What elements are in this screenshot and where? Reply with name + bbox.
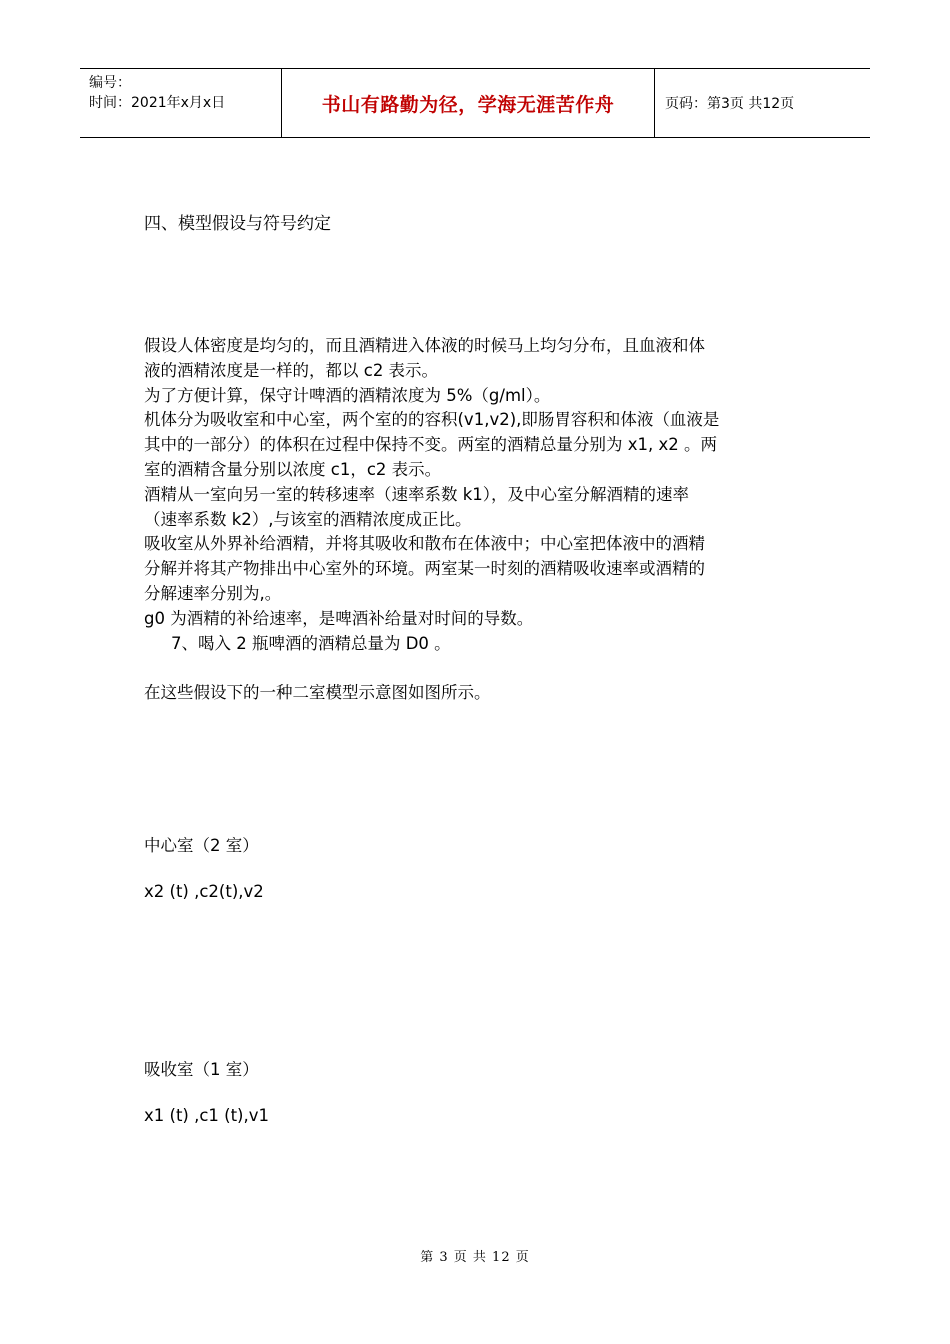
assumptions-body	[144, 334, 809, 706]
body-line: 在这些假设下的一种二室模型示意图如图所示。	[144, 683, 491, 703]
doc-time-label: 时间：2021年x月x日	[89, 95, 226, 111]
body-line: 液的酒精浓度是一样的，都以 c2 表示。	[144, 360, 439, 380]
body-line: （速率系数 k2）,与该室的酒精浓度成正比。	[144, 509, 472, 529]
header-page-info: 页码：第3页 共12页	[665, 96, 795, 112]
body-line: 7、喝入 2 瓶啤酒的酒精总量为 D0 。	[171, 633, 451, 653]
body-line: 酒精从一室向另一室的转移速率（速率系数 k1），及中心室分解酒精的速率	[144, 484, 690, 504]
header-page-info-cell	[655, 69, 870, 137]
page-header	[80, 68, 870, 138]
body-line: 假设人体密度是均匀的，而且酒精进入体液的时候马上均匀分布，且血液和体	[144, 336, 705, 355]
header-motto: 书山有路勤为径，学海无涯苦作舟	[321, 93, 615, 116]
body-line: 室的酒精含量分别以浓度 c1，c2 表示。	[144, 459, 442, 479]
section-title: 四、模型假设与符号约定	[144, 214, 331, 234]
body-line: 机体分为吸收室和中心室，两个室的的容积(v1,v2),即肠胃容积和体液（血液是	[144, 410, 720, 430]
body-line: 为了方便计算，保守计啤酒的酒精浓度为 5%（g/ml）。	[144, 385, 551, 405]
body-line: 其中的一部分）的体积在过程中保持不变。两室的酒精总量分别为 x1, x2 。两	[144, 435, 718, 455]
body-line: g0 为酒精的补给速率，是啤酒补给量对时间的导数。	[144, 608, 534, 628]
header-meta	[80, 69, 281, 137]
central-compartment-title: 中心室（2 室）	[144, 836, 259, 855]
doc-number-label: 编号：	[89, 75, 131, 91]
page-footer: 第 3 页 共 12 页	[420, 1250, 530, 1265]
header-motto-cell	[281, 69, 655, 137]
absorb-compartment-title: 吸收室（1 室）	[144, 1060, 259, 1079]
body-line: 分解速率分别为,。	[144, 583, 282, 603]
absorb-compartment-vars: x1 (t) ,c1 (t),v1	[144, 1106, 270, 1125]
central-compartment-vars: x2 (t) ,c2(t),v2	[144, 882, 264, 901]
body-line: 吸收室从外界补给酒精，并将其吸收和散布在体液中；中心室把体液中的酒精	[144, 534, 705, 554]
body-line: 分解并将其产物排出中心室外的环境。两室某一时刻的酒精吸收速率或酒精的	[144, 559, 705, 579]
